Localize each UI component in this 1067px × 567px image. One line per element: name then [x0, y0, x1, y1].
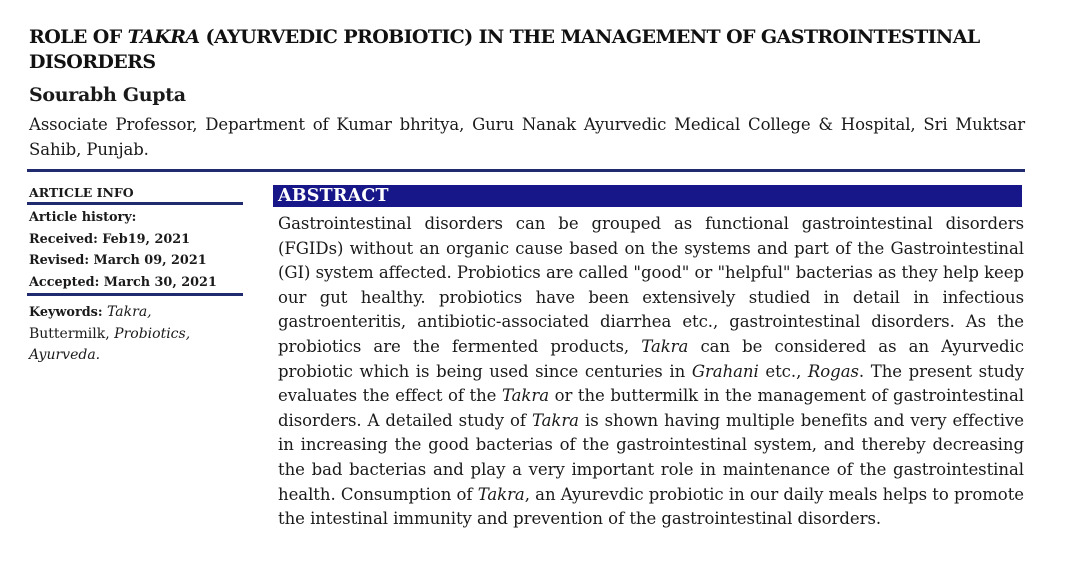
keywords-label: Keywords: — [29, 305, 103, 320]
title-part-1: ROLE OF — [29, 26, 128, 48]
abstract-term-takra: Takra — [477, 484, 525, 504]
header-divider — [27, 169, 1025, 172]
paper-title — [29, 25, 1029, 75]
article-history-label: Article history: — [29, 210, 137, 225]
abstract-term-rogas: Rogas — [807, 361, 859, 381]
article-info-heading: ARTICLE INFO — [27, 184, 243, 205]
abstract-segment: or the buttermilk in the management of gastrointestinal disorders. A detailed study of — [278, 386, 1024, 430]
abstract-term-takra: Takra — [641, 336, 689, 356]
abstract-segment: is shown having multiple benefits and very effective in increasing the good bacterias of the gastrointestinal system, and thereby decreasing the bad bacterias and play a very important role in maintenance of the gastrointestinal health. Consumption of — [278, 410, 1024, 504]
received-date: Received: Feb19, 2021 — [29, 231, 191, 247]
abstract-segment: Gastrointestinal disorders can be grouped as functional gastrointestinal disorders (FGIDs) without an organic cause based on the systems and part of the Gastrointestinal (GI) system affected. Probiotics are called "good" or "helpful" bacterias as they help keep our gut healthy. probiotics have been extensively studied in detail in infectious gastroenteritis, antibiotic-associated diarrhea etc., gastrointestinal disorders. As the probiotics are the fermented products, — [278, 214, 1024, 356]
abstract-heading: ABSTRACT — [278, 186, 389, 206]
keywords-block — [27, 302, 243, 367]
abstract-text — [278, 212, 1024, 532]
keyword-ayurveda: Ayurveda. — [29, 347, 101, 363]
accepted-date: Accepted: March 30, 2021 — [29, 274, 217, 290]
abstract-term-takra: Takra — [531, 410, 579, 430]
abstract-segment: etc., — [758, 361, 808, 381]
article-info-panel — [27, 184, 243, 367]
abstract-term-grahani: Grahani — [691, 361, 759, 381]
abstract-term-takra: Takra — [501, 386, 549, 406]
revised-date: Revised: March 09, 2021 — [29, 253, 207, 268]
title-italic-takra: TAKRA — [127, 26, 200, 48]
keyword-probiotics: Probiotics, — [114, 325, 191, 342]
author-name: Sourabh Gupta — [29, 84, 186, 106]
title-part-2: (AYURVEDIC PROBIOTIC) IN THE MANAGEMENT OF GASTROINTESTINAL DISORDERS — [29, 26, 980, 73]
author-affiliation: Associate Professor, Department of Kumar bhritya, Guru Nanak Ayurvedic Medical College & Hospital, Sri Muktsar Sahib, Punjab. — [29, 115, 1025, 159]
abstract-segment: can be considered as an Ayurvedic probiotic which is being used since centuries in — [278, 336, 1024, 381]
abstract-segment: , an Ayurevdic probiotic in our daily meals helps to promote the intestinal immunity and prevention of the gastrointestinal disorders. — [278, 484, 1024, 529]
article-info-divider — [27, 293, 243, 296]
abstract-heading-bar — [273, 185, 1022, 207]
keyword-takra: Takra, — [107, 304, 152, 320]
abstract-segment: . The present study evaluates the effect of the — [278, 361, 1024, 406]
keyword-buttermilk: Buttermilk, — [29, 325, 110, 342]
